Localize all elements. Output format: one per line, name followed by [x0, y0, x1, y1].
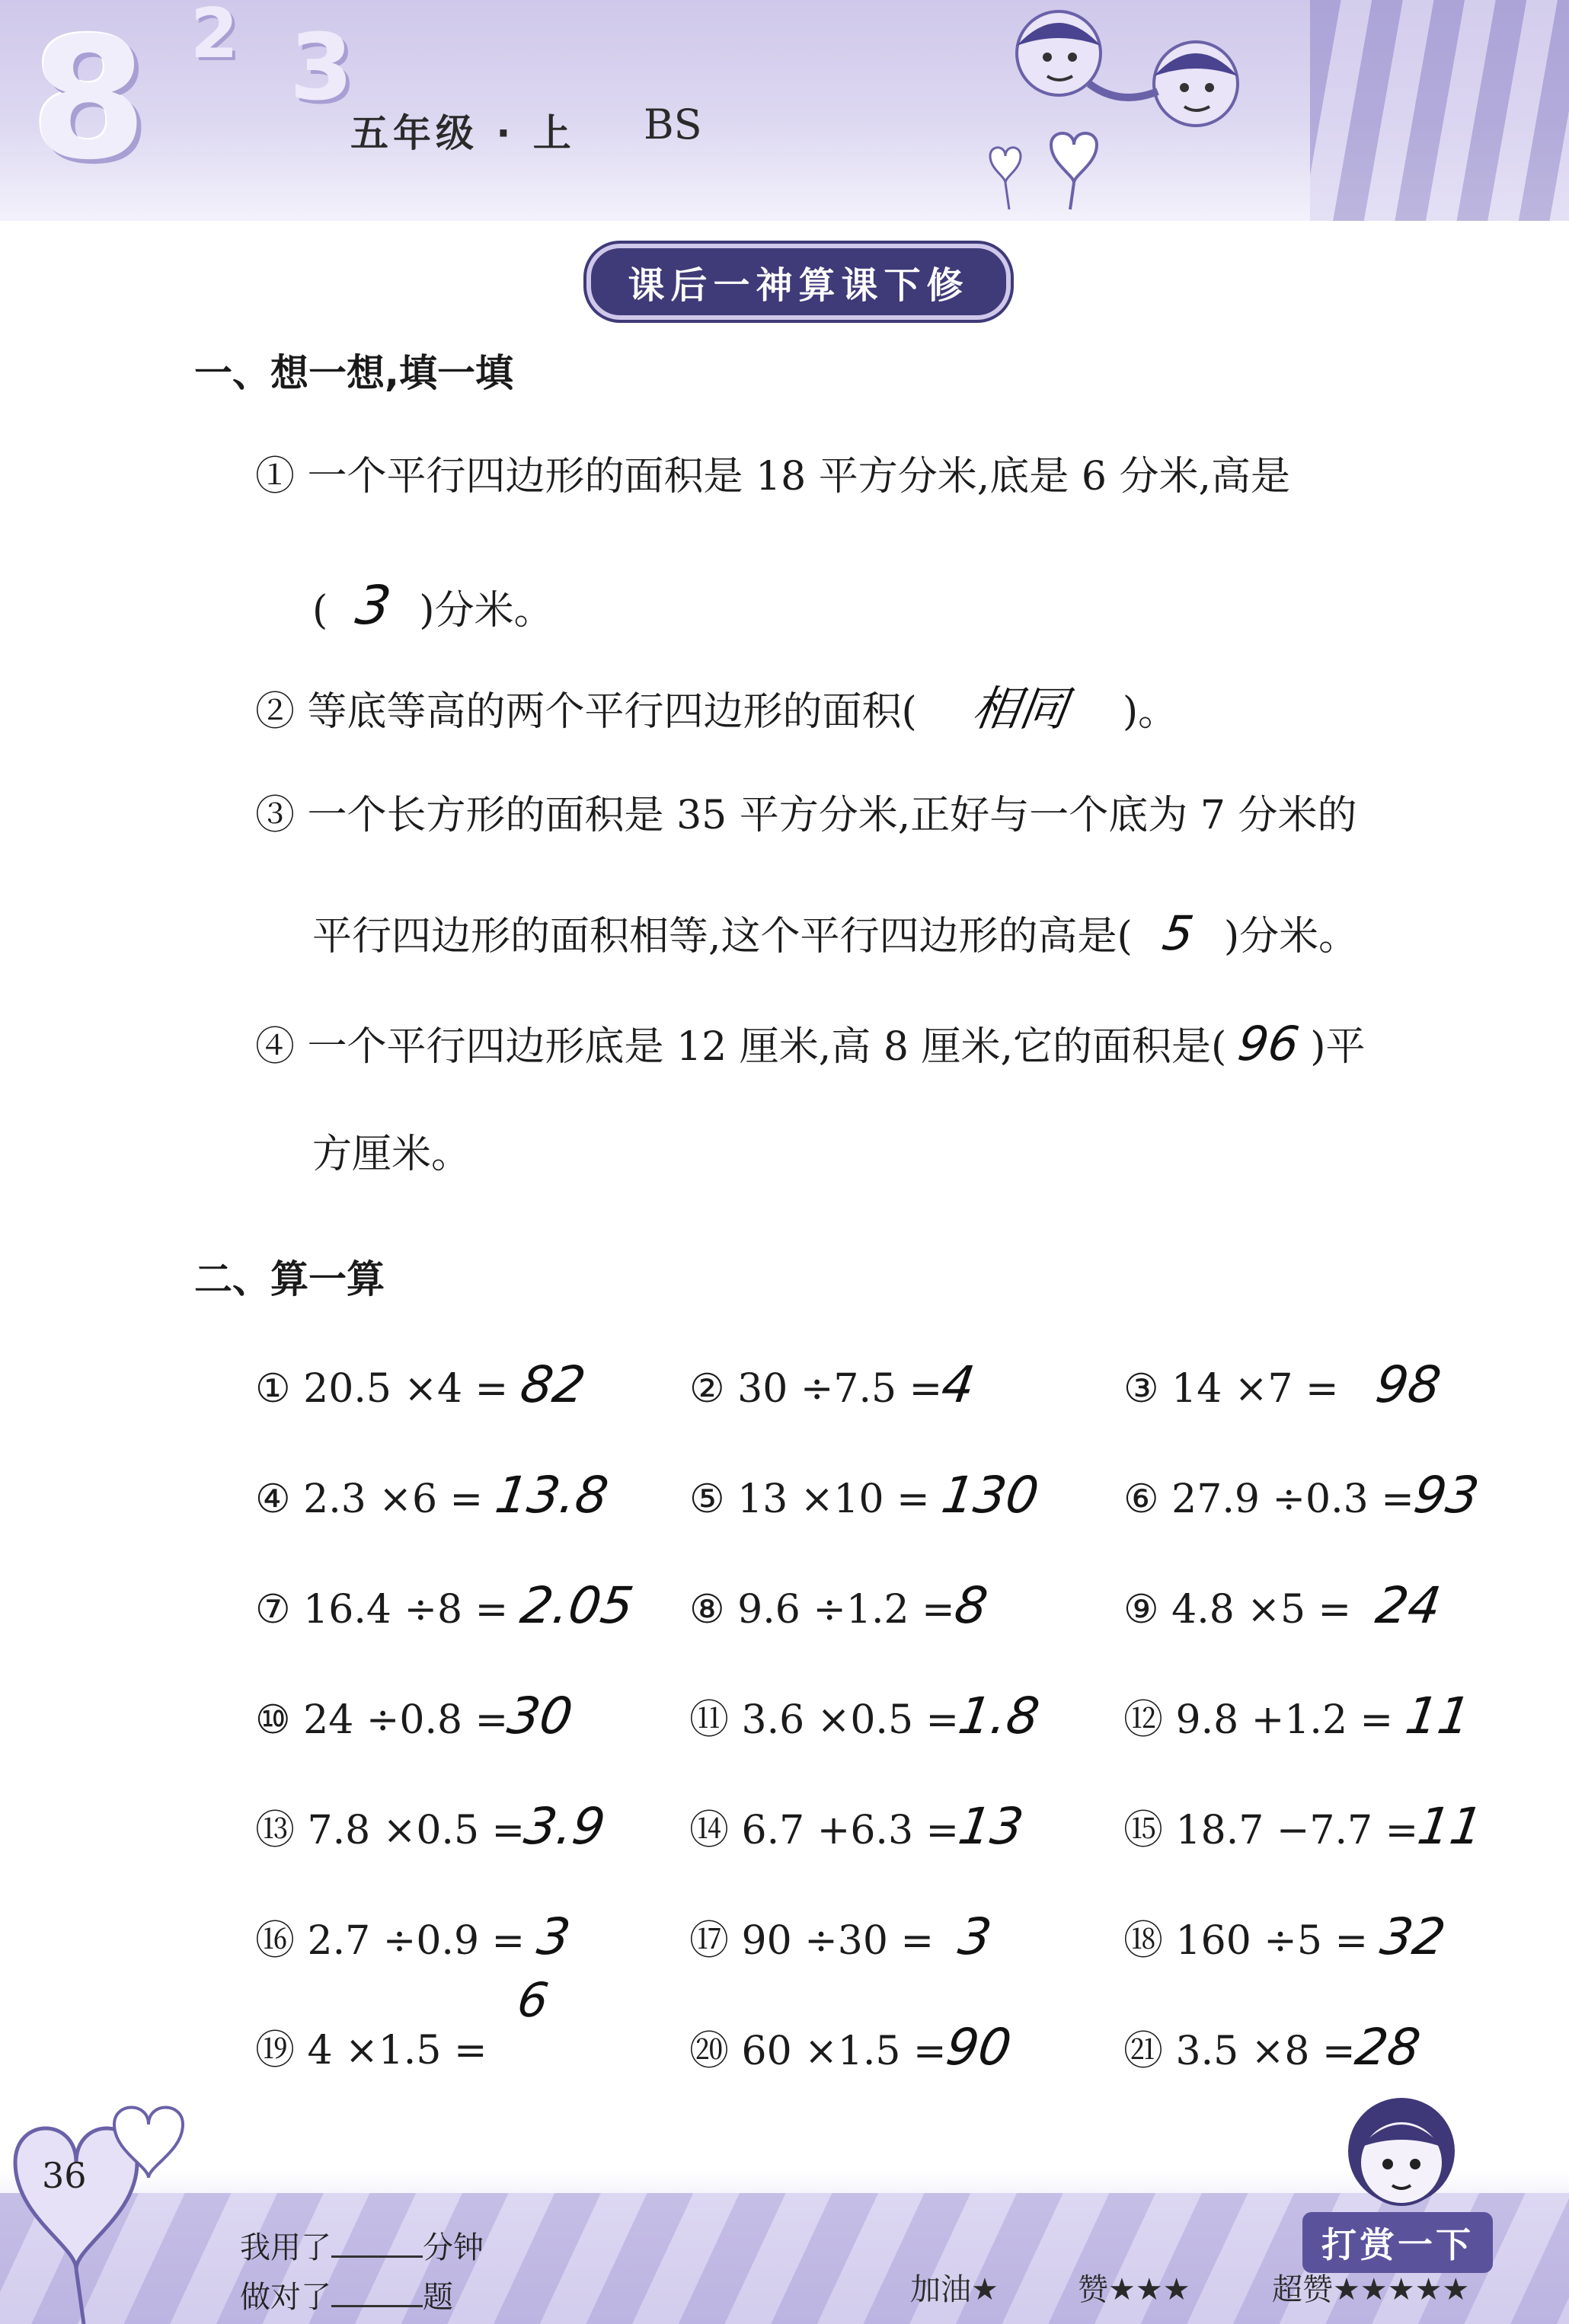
question-text: )。 — [1122, 689, 1178, 735]
handwritten-answer: 3.9 — [520, 1797, 609, 1856]
calc-expression: ⑥ 27.9 ÷0.3 = — [1123, 1476, 1414, 1522]
calc-expression: ⑪ 3.6 ×0.5 = — [689, 1697, 960, 1743]
handwritten-answer: 96 — [1234, 1016, 1302, 1071]
calc-item-2 — [689, 1355, 979, 1414]
question-text: )平 — [1310, 1024, 1366, 1070]
decorative-number-8: 8 — [30, 2, 148, 196]
question-4 — [255, 1016, 1366, 1071]
time-unit-label: 分钟 — [423, 2230, 484, 2265]
header-stripes — [1310, 0, 1569, 221]
question-2 — [255, 681, 1178, 736]
question-text: )分米。 — [1223, 914, 1359, 959]
calc-expression: ⑨ 4.8 ×5 = — [1123, 1587, 1352, 1633]
handwritten-answer: 6 — [513, 1972, 552, 2028]
calc-item-9 — [1123, 1576, 1445, 1635]
calc-expression: ⑫ 9.8 +1.2 = — [1123, 1697, 1394, 1743]
question-number: ② — [255, 689, 296, 735]
calc-item-11 — [689, 1687, 1043, 1745]
calc-expression: ⑦ 16.4 ÷8 = — [255, 1587, 509, 1633]
calc-expression: ⑭ 6.7 +6.3 = — [689, 1808, 960, 1853]
calc-item-8 — [689, 1576, 992, 1635]
question-text: 一个长方形的面积是 35 平方分米,正好与一个底为 7 分米的 — [307, 793, 1357, 838]
time-used-blank[interactable] — [331, 2233, 423, 2258]
paren-open: ( — [312, 588, 328, 634]
calc-expression: ⑧ 9.6 ÷1.2 = — [689, 1587, 955, 1633]
section2-title: 二、算一算 — [194, 1257, 385, 1301]
calc-expression: ⑲ 4 ×1.5 = — [255, 2028, 487, 2073]
question-4-line-2 — [312, 1132, 471, 1177]
calc-item-6 — [1123, 1466, 1483, 1524]
handwritten-answer: 13 — [954, 1797, 1027, 1856]
handwritten-answer: 98 — [1372, 1355, 1445, 1414]
cartoon-children-illustration — [937, 0, 1318, 213]
calc-item-19 — [255, 2018, 487, 2075]
calc-item-10 — [255, 1687, 577, 1745]
calc-expression: ⑬ 7.8 ×0.5 = — [255, 1808, 526, 1853]
handwritten-answer: 1.8 — [954, 1687, 1043, 1745]
banner-text: 课后一神算课下修 — [628, 263, 970, 307]
calc-item-15 — [1123, 1797, 1487, 1856]
time-used-label: 我用了 — [240, 2230, 331, 2265]
calc-item-18 — [1123, 1907, 1449, 1966]
handwritten-answer: 130 — [938, 1466, 1043, 1524]
calc-item-20 — [689, 2018, 1015, 2077]
question-text: 平行四边形的面积相等,这个平行四边形的高是( — [312, 914, 1133, 959]
handwritten-answer: 3 — [352, 574, 395, 637]
handwritten-answer: 30 — [503, 1687, 577, 1745]
handwritten-answer: 32 — [1376, 1907, 1449, 1966]
handwritten-answer: 28 — [1351, 2018, 1424, 2077]
handwritten-answer: 相同 — [968, 681, 1072, 736]
section1-title: 一、想一想,填一填 — [194, 351, 513, 395]
question-text: 一个平行四边形的面积是 18 平方分米,底是 6 分米,高是 — [307, 454, 1290, 500]
page-header — [0, 0, 1569, 221]
reward-button[interactable]: 打赏一下 — [1302, 2212, 1493, 2273]
question-text: 等底等高的两个平行四边形的面积( — [307, 689, 917, 735]
question-1-answer-line — [312, 574, 554, 637]
correct-count-line — [240, 2273, 453, 2316]
section-banner — [586, 244, 1011, 320]
handwritten-answer: 13.8 — [491, 1466, 612, 1524]
calc-item-5 — [689, 1466, 1043, 1524]
calc-item-1 — [255, 1355, 590, 1414]
handwritten-answer: 90 — [942, 2018, 1015, 2077]
handwritten-answer: 11 — [1414, 1797, 1487, 1856]
grade-label: 五年级 · 上 — [350, 111, 576, 155]
calc-item-4 — [255, 1466, 612, 1524]
calc-item-12 — [1123, 1687, 1475, 1745]
question-3-line-2 — [312, 905, 1359, 961]
calc-expression: ④ 2.3 ×6 = — [255, 1476, 484, 1522]
handwritten-answer: 4 — [938, 1355, 979, 1414]
question-text: )分米。 — [419, 588, 554, 634]
handwritten-answer: 82 — [516, 1355, 590, 1414]
handwritten-answer: 24 — [1372, 1576, 1445, 1635]
calc-expression: ③ 14 ×7 = — [1123, 1366, 1339, 1412]
question-unit-label: 题 — [423, 2280, 453, 2315]
decorative-number-2: 2 — [190, 0, 238, 74]
calc-item-13 — [255, 1797, 609, 1856]
question-number: ① — [255, 454, 296, 500]
calc-item-21 — [1123, 2018, 1424, 2077]
calc-expression: ⑱ 160 ÷5 = — [1123, 1918, 1369, 1964]
handwritten-answer: 3 — [954, 1907, 995, 1966]
calc-expression: ① 20.5 ×4 = — [255, 1366, 509, 1412]
page-number: 36 — [42, 2155, 87, 2196]
calc-item-3 — [1123, 1355, 1445, 1414]
edition-label: BS — [644, 101, 702, 148]
girl-illustration — [1325, 2079, 1478, 2216]
calc-expression: ⑯ 2.7 ÷0.9 = — [255, 1918, 526, 1964]
handwritten-answer: 93 — [1410, 1466, 1483, 1524]
calc-expression: ⑩ 24 ÷0.8 = — [255, 1697, 509, 1743]
rating-good[interactable]: 赞★★★ — [1078, 2272, 1190, 2307]
question-text: 方厘米。 — [312, 1132, 471, 1177]
calc-expression: ⑮ 18.7 −7.7 = — [1123, 1808, 1419, 1853]
decorative-number-3: 3 — [289, 15, 353, 121]
handwritten-answer: 8 — [951, 1576, 992, 1635]
calc-expression: ② 30 ÷7.5 = — [689, 1366, 943, 1412]
rating-excellent[interactable]: 超赞★★★★★ — [1272, 2272, 1470, 2307]
calc-expression: ⑤ 13 ×10 = — [689, 1476, 930, 1522]
calc-item-7 — [255, 1576, 638, 1635]
calc-expression: ㉑ 3.5 ×8 = — [1123, 2029, 1356, 2074]
calc-item-14 — [689, 1797, 1027, 1856]
correct-count-label: 做对了 — [240, 2280, 331, 2315]
handwritten-answer: 11 — [1401, 1687, 1475, 1745]
question-number: ④ — [255, 1024, 296, 1070]
question-1 — [255, 454, 1290, 500]
calc-item-17 — [689, 1907, 995, 1966]
handwritten-answer: 2.05 — [516, 1576, 638, 1635]
calc-expression: ⑰ 90 ÷30 = — [689, 1918, 935, 1964]
calc-expression: ⑳ 60 ×1.5 = — [689, 2029, 947, 2074]
handwritten-answer: 3 — [533, 1907, 574, 1966]
question-3 — [255, 793, 1357, 838]
time-used-line — [240, 2223, 484, 2267]
question-text: 一个平行四边形底是 12 厘米,高 8 厘米,它的面积是( — [307, 1024, 1227, 1070]
rating-encourage[interactable]: 加油★ — [910, 2272, 999, 2307]
question-number: ③ — [255, 793, 296, 838]
correct-count-blank[interactable] — [331, 2282, 423, 2307]
handwritten-answer: 5 — [1159, 905, 1197, 961]
hearts-decoration — [0, 2071, 228, 2324]
calc-item-16 — [255, 1907, 574, 1966]
